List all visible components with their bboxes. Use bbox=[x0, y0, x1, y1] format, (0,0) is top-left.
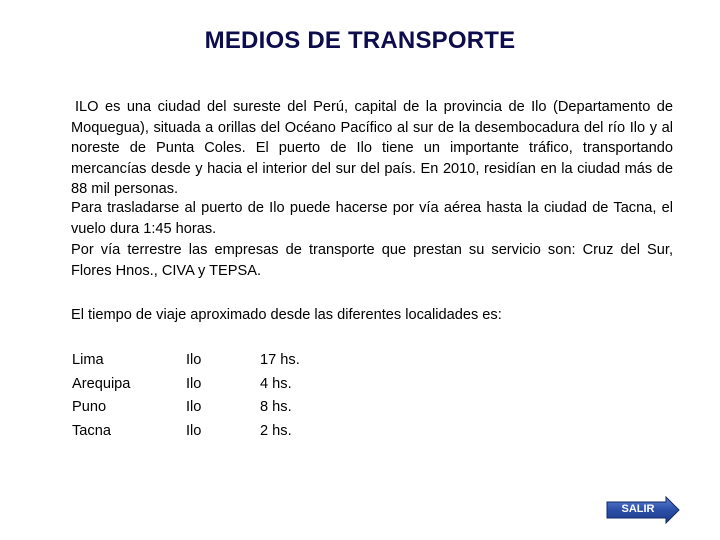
origin-cell: Lima bbox=[72, 352, 104, 368]
air-travel-text: Para trasladarse al puerto de Ilo puede hacerse por vía aérea hasta la ciudad de Tacna, el vuelo dura 1:45 horas. bbox=[71, 200, 673, 237]
table-row bbox=[72, 349, 340, 373]
duration-cell: 17 hs. bbox=[260, 352, 300, 368]
origin-cell: Puno bbox=[72, 399, 107, 415]
page-title: MEDIOS DE TRANSPORTE bbox=[204, 27, 516, 54]
duration-cell: 4 hs. bbox=[260, 375, 292, 392]
destination-cell: Ilo bbox=[186, 375, 202, 392]
destination-cell: Ilo bbox=[186, 422, 202, 439]
duration-cell: 2 hs. bbox=[260, 422, 292, 439]
duration-cell: 8 hs. bbox=[260, 399, 292, 415]
table-row bbox=[72, 396, 340, 420]
travel-time-table bbox=[72, 349, 340, 443]
travel-time-intro-text: El tiempo de viaje aproximado desde las diferentes localidades es: bbox=[71, 307, 502, 323]
intro-paragraph bbox=[71, 97, 673, 200]
land-travel-paragraph bbox=[71, 240, 673, 281]
destination-cell: Ilo bbox=[186, 399, 202, 415]
intro-text: ILO es una ciudad del sureste del Perú, capital de la provincia de Ilo (Departamento de Moquegua), situada a orillas del Océano Pacífico al sur de la desembocadura del río Ilo y al noreste de Punta Coles. El puerto de Ilo tiene un importante tráfico, transportando mercancías desde y hacia el interior del sur del país. En 2010, residían en la ciudad más de 88 mil personas. bbox=[71, 99, 673, 197]
table-row bbox=[72, 420, 340, 444]
air-travel-paragraph bbox=[71, 198, 673, 239]
destination-cell: Ilo bbox=[186, 352, 202, 368]
land-travel-text: Por vía terrestre las empresas de transporte que prestan su servicio son: Cruz del Sur, Flores Hnos., CIVA y TEPSA. bbox=[71, 242, 673, 279]
salir-label: SALIR bbox=[621, 503, 655, 515]
origin-cell: Tacna bbox=[72, 422, 111, 439]
travel-time-intro bbox=[71, 305, 673, 326]
salir-button[interactable] bbox=[606, 496, 680, 524]
origin-cell: Arequipa bbox=[72, 375, 131, 392]
table-row bbox=[72, 373, 340, 397]
